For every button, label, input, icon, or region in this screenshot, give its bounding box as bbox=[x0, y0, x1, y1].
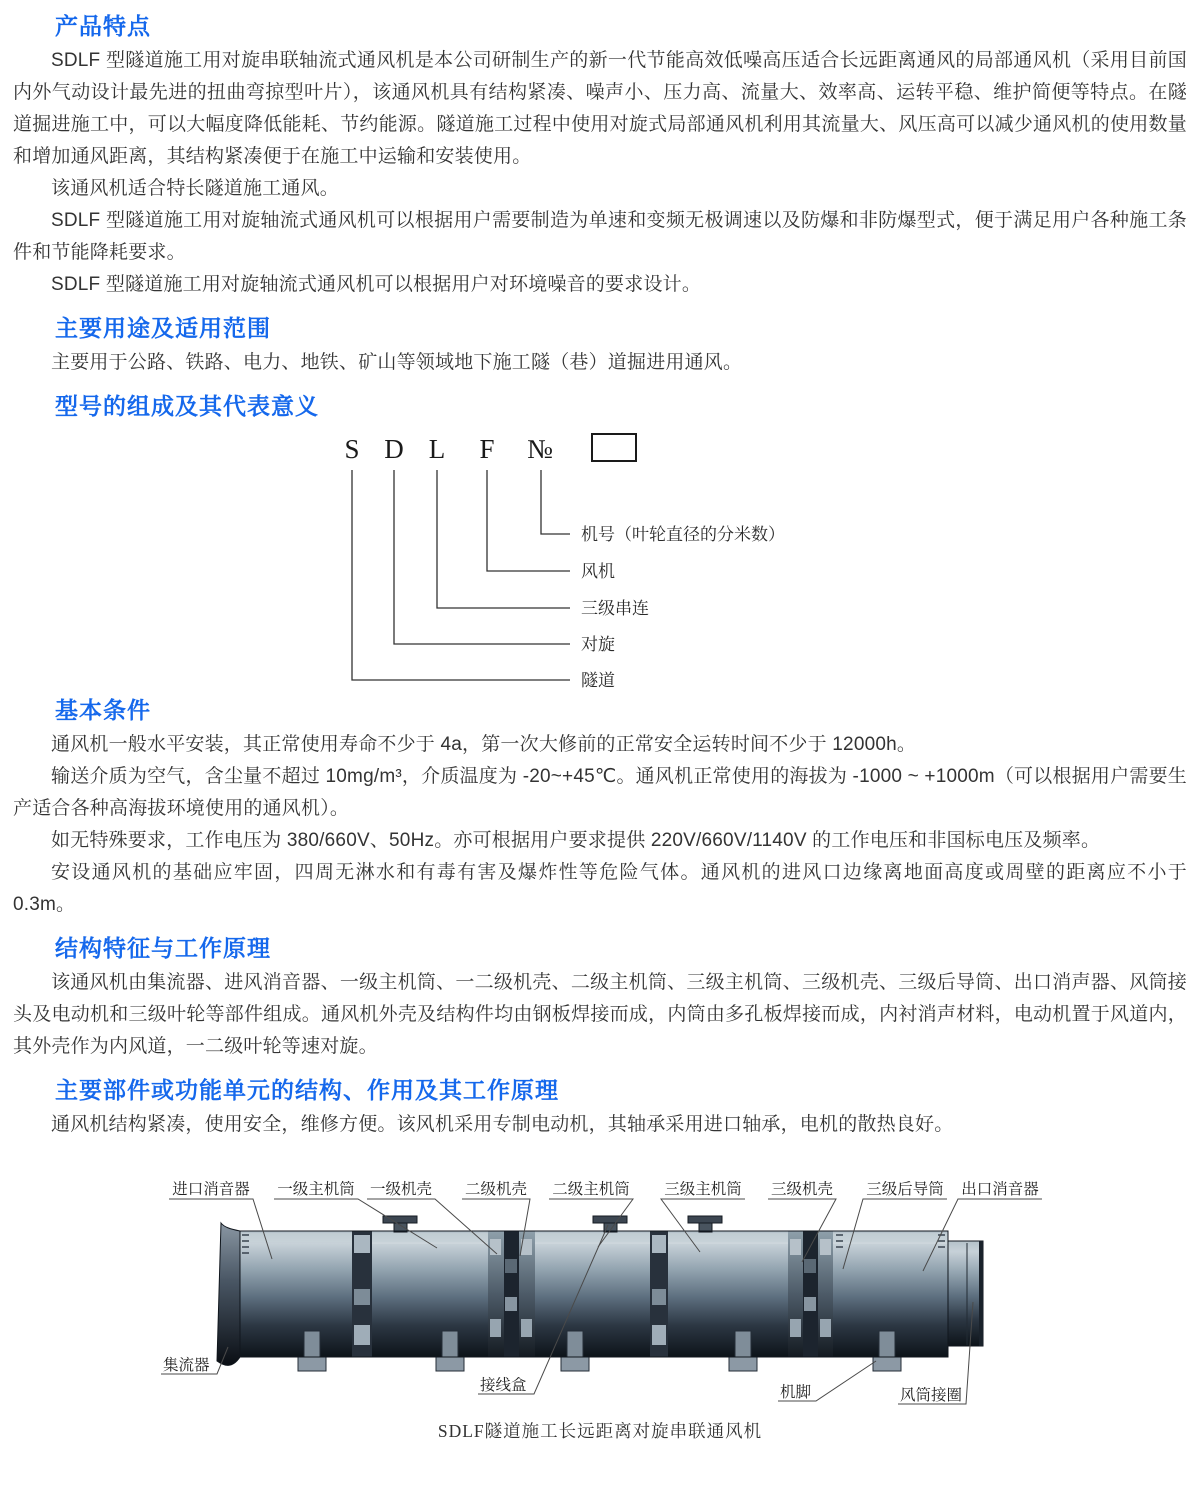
heading-components: 主要部件或功能单元的结构、作用及其工作原理 bbox=[55, 1077, 559, 1103]
label-stage2-casing: 二级机壳 bbox=[464, 1181, 528, 1198]
model-letter-l: L bbox=[428, 434, 446, 464]
label-inlet-silencer: 进口消音器 bbox=[172, 1181, 250, 1198]
ladder-line-l bbox=[437, 470, 570, 608]
junction-box-1 bbox=[383, 1216, 417, 1232]
heading-structure: 结构特征与工作原理 bbox=[55, 935, 271, 961]
junction-box-3 bbox=[688, 1216, 722, 1232]
label-stage2-main-barrel: 二级主机筒 bbox=[552, 1181, 630, 1198]
paragraph: SDLF 型隧道施工用对旋轴流式通风机可以根据用户需要制造为单速和变频无极调速以及防爆和非防爆型式，便于满足用户各种施工条件和节能降耗要求。 bbox=[13, 210, 1187, 263]
ladder-label-fan-number: 机号（叶轮直径的分米数） bbox=[581, 525, 785, 544]
ladder-label-tunnel: 隧道 bbox=[581, 671, 615, 689]
ladder-label-fan: 风机 bbox=[581, 562, 615, 581]
paragraph: 主要用于公路、铁路、电力、地铁、矿山等领域地下施工隧（巷）道掘进用通风。 bbox=[51, 352, 743, 373]
duct-collar bbox=[948, 1241, 983, 1346]
paragraph: 通风机一般水平安装，其正常使用寿命不少于 4a，第一次大修前的正常安全运转时间不少于 12000h。 bbox=[51, 734, 917, 755]
fan-assembly-drawing bbox=[13, 1159, 1187, 1474]
ladder-line-d bbox=[394, 470, 570, 644]
label-duct-collar: 风筒接圈 bbox=[900, 1387, 963, 1404]
paragraph: 输送介质为空气，含尘量不超过 10mg/m³，介质温度为 -20~+45℃。通风机正常使用的海拔为 -1000 ~ +1000m（可以根据用户需要生产适合各种高海拔环境使用的通风机）。 bbox=[13, 766, 1187, 819]
fan-inlet-bellmouth bbox=[217, 1223, 240, 1365]
ladder-line-no bbox=[541, 470, 570, 534]
label-stage3-rear-guide: 三级后导筒 bbox=[866, 1181, 944, 1198]
label-outlet-silencer: 出口消音器 bbox=[961, 1181, 1039, 1198]
label-junction-box: 接线盒 bbox=[480, 1377, 527, 1394]
heading-conditions: 基本条件 bbox=[55, 697, 151, 723]
label-stage3-main-barrel: 三级主机筒 bbox=[664, 1181, 742, 1198]
label-stage3-casing: 三级机壳 bbox=[770, 1181, 834, 1198]
label-stage1-main-barrel: 一级主机筒 bbox=[277, 1181, 355, 1198]
ladder-line-f bbox=[487, 470, 570, 571]
flange-1 bbox=[352, 1231, 372, 1357]
ladder-line-s bbox=[352, 470, 570, 680]
heading-usage: 主要用途及适用范围 bbox=[55, 315, 271, 341]
drawing-caption: SDLF隧道施工长远距离对旋串联通风机 bbox=[437, 1421, 763, 1441]
label-machine-foot: 机脚 bbox=[780, 1384, 812, 1401]
model-letter-f: F bbox=[479, 434, 495, 464]
paragraph: 通风机结构紧凑，使用安全，维修方便。该风机采用专制电动机，其轴承采用进口轴承，电机的散热良好。 bbox=[51, 1114, 954, 1135]
heading-model: 型号的组成及其代表意义 bbox=[55, 393, 319, 419]
model-letter-s: S bbox=[344, 434, 360, 464]
ladder-label-contra-rotating: 对旋 bbox=[581, 635, 615, 654]
model-number-box bbox=[592, 434, 636, 461]
paragraph: SDLF 型隧道施工用对旋串联轴流式通风机是本公司研制生产的新一代节能高效低噪高压适合长远距离通风的局部通风机（采用目前国内外气动设计最先进的扭曲弯掠型叶片），该通风机具有结构紧凑、噪声小、压力高、流量大、效率高、运转平稳、维护简便等特点。在隧道掘进施工中，可以大幅度降低能耗、节约能源。隧道施工过程中使用对旋式局部通风机利用其流量大、风压高可以减少通风机的使用数量和增加通风距离，其结构紧凑便于在施工中运输和安装使用。 bbox=[13, 50, 1187, 167]
paragraph: 该通风机由集流器、进风消音器、一级主机筒、一二级机壳、二级主机筒、三级主机筒、三级机壳、三级后导筒、出口消声器、风筒接头及电动机和三级叶轮等部件组成。通风机外壳及结构件均由钢板焊接而成，内筒由多孔板焊接而成，内衬消声材料，电动机置于风道内，其外壳作为内风道，一二级叶轮等速对旋。 bbox=[13, 972, 1187, 1057]
junction-box-2 bbox=[593, 1216, 627, 1232]
label-stage1-casing: 一级机壳 bbox=[369, 1181, 433, 1198]
label-collector: 集流器 bbox=[163, 1357, 210, 1374]
model-letter-d: D bbox=[384, 434, 404, 464]
model-letter-no: № bbox=[527, 434, 553, 464]
model-code-diagram bbox=[13, 425, 1187, 689]
paragraph: 该通风机适合特长隧道施工通风。 bbox=[51, 178, 340, 199]
heading-features: 产品特点 bbox=[55, 13, 151, 39]
paragraph: 如无特殊要求，工作电压为 380/660V、50Hz。亦可根据用户要求提供 220V/660V/1140V 的工作电压和非国标电压及频率。 bbox=[51, 830, 1101, 851]
flange-3 bbox=[650, 1231, 668, 1357]
paragraph: SDLF 型隧道施工用对旋轴流式通风机可以根据用户对环境噪音的要求设计。 bbox=[51, 274, 702, 295]
fan-main-barrel bbox=[240, 1231, 948, 1357]
ladder-label-three-stage: 三级串连 bbox=[581, 599, 649, 618]
paragraph: 安设通风机的基础应牢固，四周无淋水和有毒有害及爆炸性等危险气体。通风机的进风口边缘离地面高度或周壁的距离应不小于 0.3m。 bbox=[13, 862, 1187, 915]
flange-cluster-4 bbox=[788, 1231, 833, 1357]
flange-cluster-2 bbox=[488, 1231, 535, 1357]
